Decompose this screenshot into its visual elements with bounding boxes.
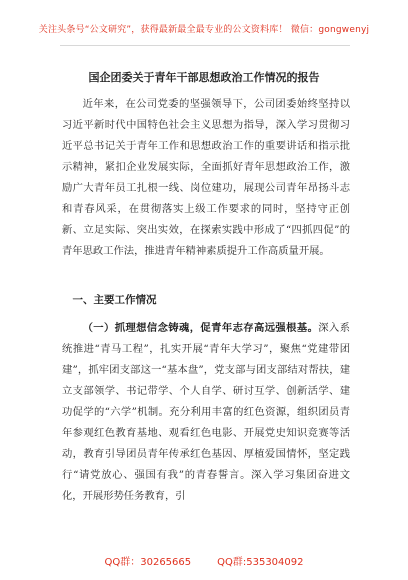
footer-qq-group-2: QQ群:535304092 <box>217 557 304 568</box>
subsection-heading: （一）抓理想信念铸魂，促青年志存高远强根基。 <box>82 322 319 334</box>
footer-qq-group-1: QQ群：30265665 <box>104 557 192 568</box>
intro-paragraph: 近年来，在公司党委的坚强领导下，公司团委始终坚持以习近平新时代中国特色社会主义思想为指导，深入学习贯彻习近平总书记关于青年工作和思想政治工作的重要讲话和指示批示精神，紧扣企业发展实际，全面抓好青年思想政治工作，激励广大青年员工扎根一线、岗位建功，展现公司青年昂扬斗志和青春风采，在贯彻落实上级工作要求的同时，坚持守正创新、立足实际、突出实效，在探索实践中形成了“四抓四促”的青年思政工作法，推进青年精神素质提升工作高质量开展。 <box>62 98 350 257</box>
subsection-body: 深入系统推进“青马工程”，扎实开展“青年大学习”，聚焦“党建带团建”，抓牢团支部这一“基本盘”，党支部与团支部结对帮扶，建立支部领学、书记带学、个人自学、研讨互学、创新活学、建功促学的“六学”机制。充分利用丰富的红色资源，组织团员青年参观红色教育基地、观看红色电影、开展党史知识竞赛等活动，教育引导团员青年传承红色基因、厚植爱国情怀，坚定践行“请党放心、强国有我”的青春誓言。深入学习集团奋进文化，开展形势任务教育，引 <box>62 322 351 502</box>
header-promo-note: 关注头条号“公文研究”，获得最新最全最专业的公文资料库！ 微信：gongwenyj <box>38 25 370 35</box>
subsection-paragraph <box>62 318 350 507</box>
section-heading: 一、主要工作情况 <box>72 294 157 306</box>
document-title: 国企团委关于青年干部思想政治工作情况的报告 <box>88 71 320 84</box>
header-divider <box>60 45 350 46</box>
footer <box>0 553 408 568</box>
